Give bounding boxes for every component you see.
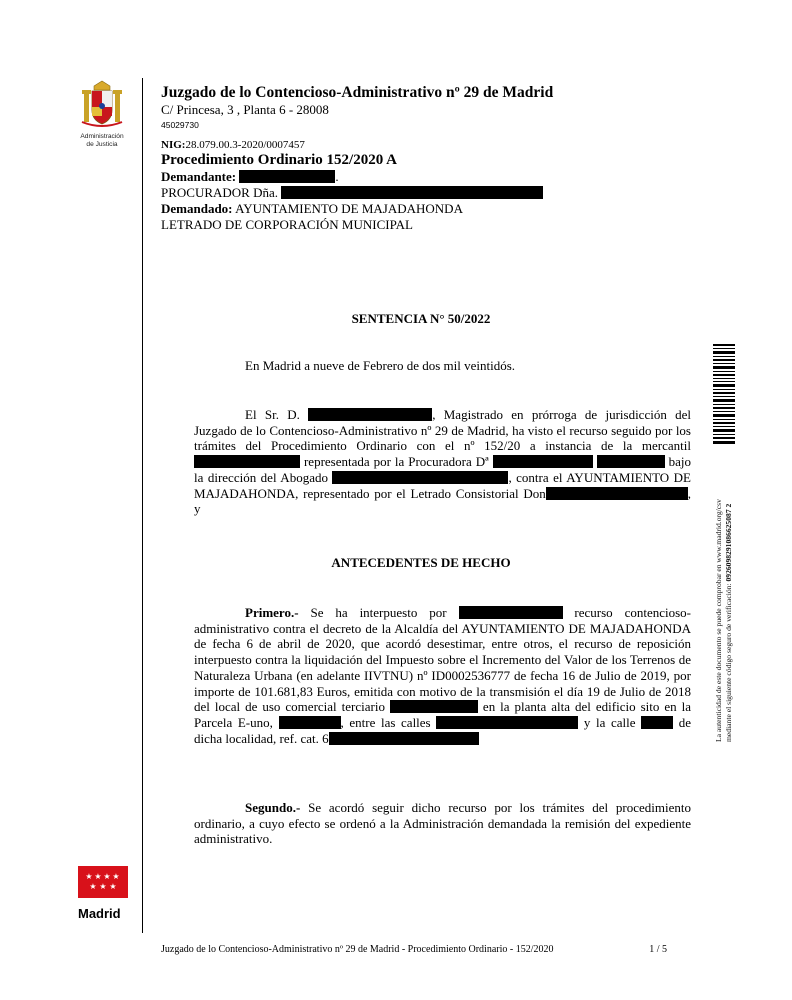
court-name: Juzgado de lo Contencioso-Administrativo nº 29 de Madrid [161,84,554,101]
demandado-value: AYUNTAMIENTO DE MAJADAHONDA [235,201,463,216]
redaction [281,186,543,199]
date-line: En Madrid a nueve de Febrero de dos mil veintidós. [245,358,516,373]
court-code: 45029730 [161,120,199,130]
demandante-label: Demandante: [161,169,237,184]
svg-text:★: ★ [109,882,117,891]
letrado-line: LETRADO DE CORPORACIÓN MUNICIPAL [161,217,413,232]
redaction [641,716,673,729]
justicia-logo [74,80,130,148]
svg-text:★: ★ [112,872,120,881]
madrid-name: Madrid [78,906,121,921]
nig-value: 28.079.00.3-2020/0007457 [185,139,305,151]
madrid-logo [78,866,130,921]
barcode-icon [713,344,735,444]
demandante-line: Demandante: . [161,169,339,184]
intro-text-6: , y [194,485,691,517]
justicia-caption-line2: de Justicia [86,140,118,148]
primero-text-5: y la calle [583,714,636,730]
svg-text:★: ★ [103,872,111,881]
primero-text-3: en la planta alta del edificio sito en la Parcela E-uno, [194,699,691,730]
redaction [459,606,563,619]
verification-text [714,462,738,742]
segundo-paragraph [194,800,691,847]
nig-label: NIG: [161,139,186,151]
segundo-label: Segundo.- [245,800,301,815]
sentencia-title: SENTENCIA N° 50/2022 [351,311,491,326]
primero-label: Primero.- [245,605,299,620]
verification-prefix: mediante el siguiente código seguro de verificación: [724,583,733,742]
intro-text-2: , Magistrado en prórroga de jurisdicción del Juzgado de lo Contencioso-Administrativo nº 29 de Madrid, ha visto el recurso seguido por los trámites del Procedimiento Ordinario con el nº 152/20 a instancia de la mercantil [194,407,692,454]
justicia-caption [74,133,130,148]
primero-paragraph [194,605,691,746]
court-address: C/ Princesa, 3 , Planta 6 - 28008 [161,102,329,117]
redaction [279,716,341,729]
intro-text-3: representada por la Procuradora Dª [303,454,489,470]
redaction [239,170,335,183]
madrid-flag-icon [78,866,128,898]
redaction [493,455,593,468]
redaction [597,455,665,468]
footer-text: Juzgado de lo Contencioso-Administrativo nº 29 de Madrid - Procedimiento Ordinario - 152/2020 [161,944,554,955]
redaction [332,471,508,484]
verification-code: 0926098291086625087 2 [724,503,733,582]
svg-text:★: ★ [94,872,102,881]
svg-text:★: ★ [85,872,93,881]
justicia-caption-line1: Administración [80,133,124,140]
redaction [308,408,432,421]
redaction [546,487,688,500]
demandado-label: Demandado: [161,201,233,216]
redaction [390,700,478,713]
redaction [194,455,300,468]
margin-rule [142,78,143,933]
page-footer [161,944,671,955]
svg-text:★: ★ [99,882,107,891]
primero-text-4: , entre las calles [340,714,431,730]
antecedentes-title: ANTECEDENTES DE HECHO [331,555,511,570]
primero-text-1: Se ha interpuesto por [310,605,447,620]
date-paragraph [194,358,691,374]
segundo-text: Se acordó seguir dicho recurso por los trámites del procedimiento ordinario, a cuyo efecto se ordenó a la Administración demandada la remisión del expediente administrativo. [194,800,692,847]
procurador-line [161,185,681,201]
primero-text-2: recurso contencioso-administrativo contra el decreto de la Alcaldía del AYUNTAMIENTO DE MAJADAHONDA de fecha 6 de abril de 2020, que acordó desestimar, entre otros, el recurso de reposición interpuesto contra la liquidación del Impuesto sobre el Incremento del Valor de los Terrenos de Naturaleza Urbana (en adelante IIVTNU) nº ID0002536777 de fecha 16 de Julio de 2019, por importe de 101.681,83 Euros, emitida con motivo de la transmisión el día 19 de Julio de 2018 del local de uso comercial terciario [194,605,692,715]
svg-text:★: ★ [89,882,97,891]
verification-line2 [724,462,734,742]
document-header [161,84,681,233]
intro-text-1: El Sr. D. [245,407,300,422]
redaction [436,716,578,729]
page-number: 1 / 5 [649,944,667,955]
demandado-line [161,201,681,217]
intro-paragraph [194,407,691,517]
coat-of-arms-icon [76,80,128,132]
procurador-label: PROCURADOR Dña. [161,185,279,200]
nig-line [161,138,681,152]
primero-text-6: de dicha localidad, ref. cat. 6 [194,714,692,746]
verification-line1: La autenticidad de este documento se puede comprobar en www.madrid.org/csv [714,499,723,742]
intro-text-4: bajo la dirección del Abogado [194,454,692,485]
procedure-number: Procedimiento Ordinario 152/2020 A [161,152,397,168]
intro-text-5: , contra el AYUNTAMIENTO DE MAJADAHONDA, representado por el Letrado Consistorial Don [194,469,691,501]
redaction [329,732,479,745]
